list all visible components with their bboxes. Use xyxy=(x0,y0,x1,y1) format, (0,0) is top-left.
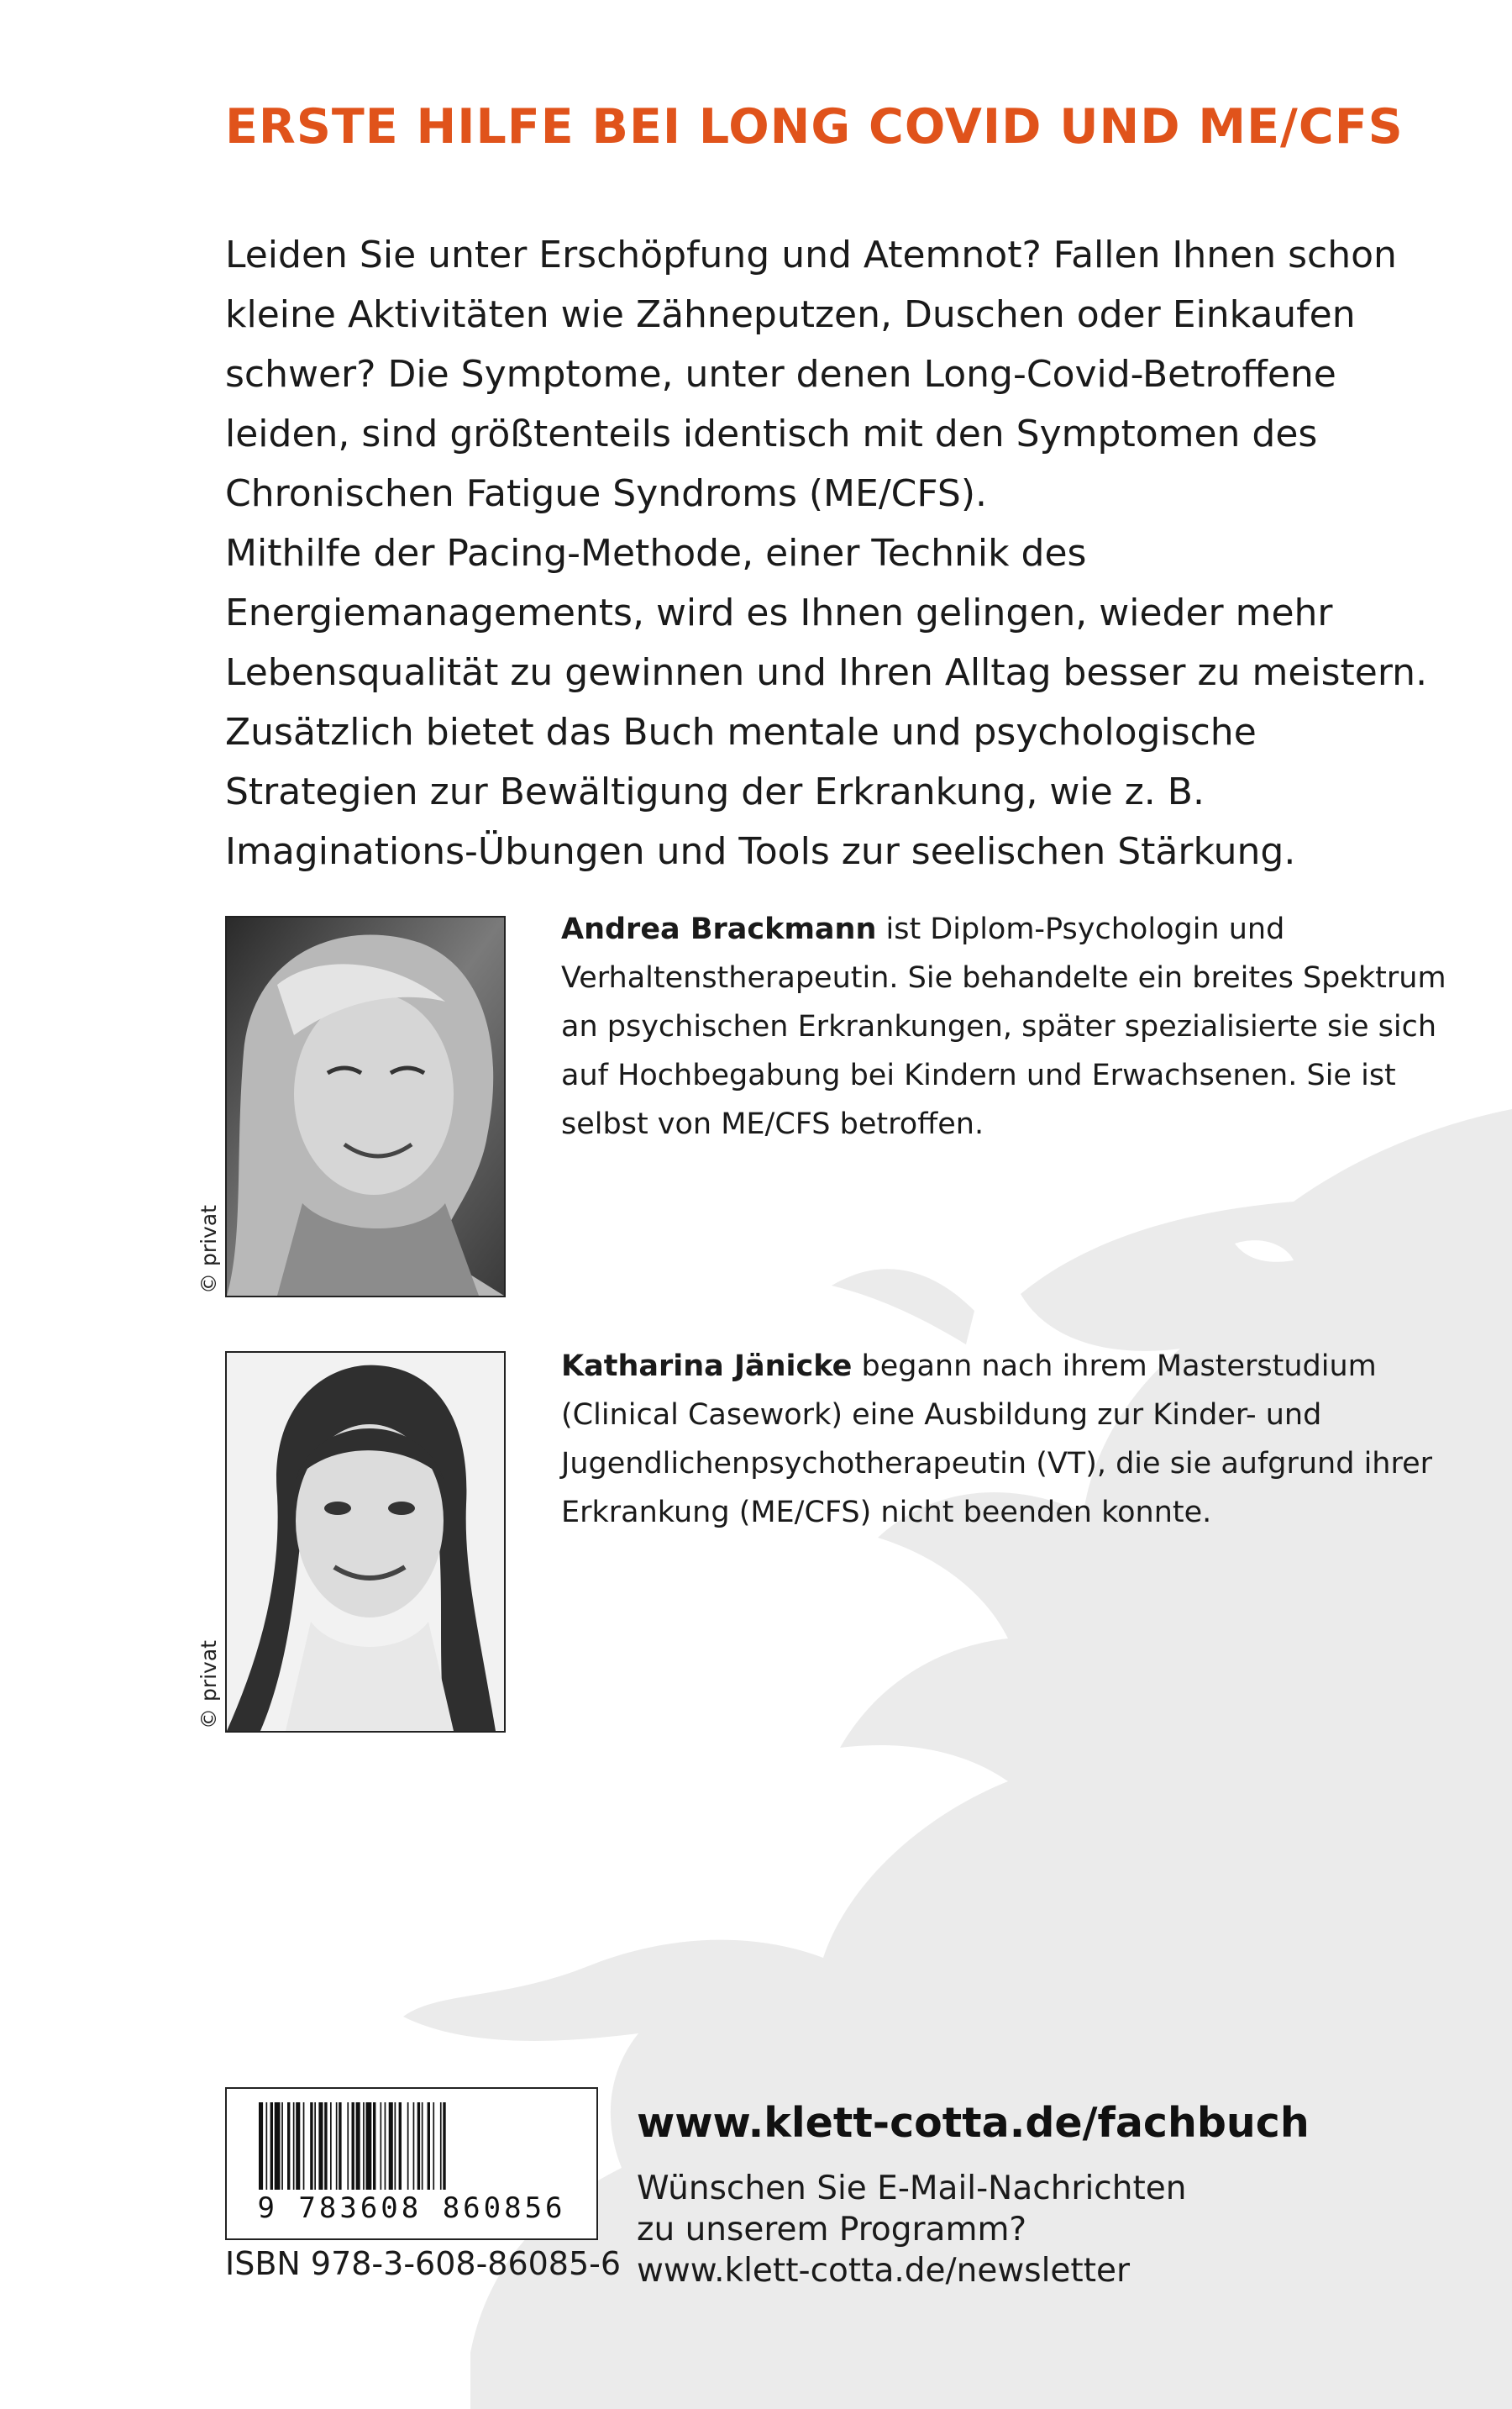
isbn-number: ISBN 978-3-608-86085-6 xyxy=(225,2245,622,2282)
barcode-bar xyxy=(413,2102,415,2190)
barcode-bar xyxy=(293,2102,295,2190)
author-bio-text-2: begann nach ihrem Masterstudium (Clinical Casework) eine Ausbildung zur Kinder- und Jugendlichenpsychotherapeutin (VT), die sie aufgrund ihrer Erkrankung (ME/CFS) nicht beenden konnte. xyxy=(561,1349,1433,1529)
author-photo-2 xyxy=(225,1351,506,1733)
newsletter-line-1: Wünschen Sie E-Mail-Nachrichten xyxy=(637,2170,1187,2207)
barcode-bars xyxy=(259,2102,564,2190)
author-bio-text-1: ist Diplom-Psychologin und Verhaltenstherapeutin. Sie behandelte ein breites Spektrum an psychischen Erkrankungen, später spezialisierte sie sich auf Hochbegabung bei Kindern und Erwachsenen. Sie ist selbst von ME/CFS betroffen. xyxy=(561,913,1446,1141)
barcode-bar xyxy=(366,2102,372,2190)
author-name-2: Katharina Jänicke xyxy=(561,1349,853,1383)
author-name-1: Andrea Brackmann xyxy=(561,913,877,946)
barcode-bar xyxy=(417,2102,420,2190)
barcode-bar xyxy=(259,2102,263,2190)
blurb-paragraph-1: Leiden Sie unter Erschöpfung und Atemnot? Fallen Ihnen schon kleine Aktivitäten wie Zähneputzen, Duschen oder Einkaufen schwer? Die Symptome, unter denen Long-Covid-Betroffene leiden, sind größtenteils identisch mit den Symptomen des Chronischen Fatigue Syndroms (ME/CFS). xyxy=(225,234,1397,515)
author-portrait-woman-older xyxy=(227,918,504,1296)
author-portrait-woman-younger xyxy=(227,1353,504,1731)
barcode-bar xyxy=(381,2102,382,2190)
barcode-bar xyxy=(287,2102,290,2190)
barcode-bar xyxy=(356,2102,360,2190)
barcode-bar xyxy=(296,2102,300,2190)
author-bio-1 xyxy=(561,905,1468,1149)
barcode-bar xyxy=(270,2102,273,2190)
barcode-bar xyxy=(440,2102,442,2190)
newsletter-link[interactable]: www.klett-cotta.de/newsletter xyxy=(637,2252,1131,2290)
newsletter-info xyxy=(637,2168,1186,2291)
barcode-bar xyxy=(314,2102,316,2190)
barcode-bar xyxy=(385,2102,386,2190)
barcode-bar xyxy=(310,2102,312,2190)
photo-credit-2: © privat xyxy=(197,1640,221,1729)
barcode-bar xyxy=(281,2102,283,2190)
barcode xyxy=(225,2087,598,2240)
barcode-bar xyxy=(443,2102,445,2190)
author-photo-1 xyxy=(225,916,506,1297)
website-link[interactable]: www.klett-cotta.de/fachbuch xyxy=(637,2099,1310,2147)
barcode-bar xyxy=(266,2102,268,2190)
barcode-bar xyxy=(399,2102,402,2190)
barcode-bar xyxy=(336,2102,338,2190)
barcode-bar xyxy=(363,2102,365,2190)
barcode-bar xyxy=(324,2102,327,2190)
book-title: ERSTE HILFE BEI LONG COVID UND ME/CFS xyxy=(225,99,1404,155)
barcode-bar xyxy=(347,2102,349,2190)
barcode-bar xyxy=(275,2102,281,2190)
barcode-bar xyxy=(352,2102,354,2190)
barcode-bar xyxy=(407,2102,409,2190)
barcode-bar xyxy=(422,2102,423,2190)
barcode-bar xyxy=(318,2102,323,2190)
barcode-bar xyxy=(395,2102,396,2190)
photo-credit-1: © privat xyxy=(197,1205,221,1294)
newsletter-line-2: zu unserem Programm? xyxy=(637,2211,1027,2249)
blurb-paragraph-2: Mithilfe der Pacing-Methode, einer Technik des Energiemanagements, wird es Ihnen gelingen, wieder mehr Lebensqualität zu gewinnen und Ihren Alltag besser zu meistern. Zusätzlich bietet das Buch mentale und psychologische Strategien zur Bewältigung der Erkrankung, wie z. B. Imaginations-Übungen und Tools zur seelischen Stärkung. xyxy=(225,532,1428,873)
barcode-bar xyxy=(373,2102,375,2190)
barcode-bar xyxy=(433,2102,434,2190)
barcode-bar xyxy=(330,2102,332,2190)
author-bio-2 xyxy=(561,1342,1468,1537)
barcode-bar xyxy=(389,2102,393,2190)
barcode-bar xyxy=(339,2102,341,2190)
book-blurb xyxy=(225,225,1435,881)
barcode-bar xyxy=(303,2102,305,2190)
barcode-digits: 9 783608 860856 xyxy=(257,2191,566,2225)
barcode-bar xyxy=(428,2102,430,2190)
